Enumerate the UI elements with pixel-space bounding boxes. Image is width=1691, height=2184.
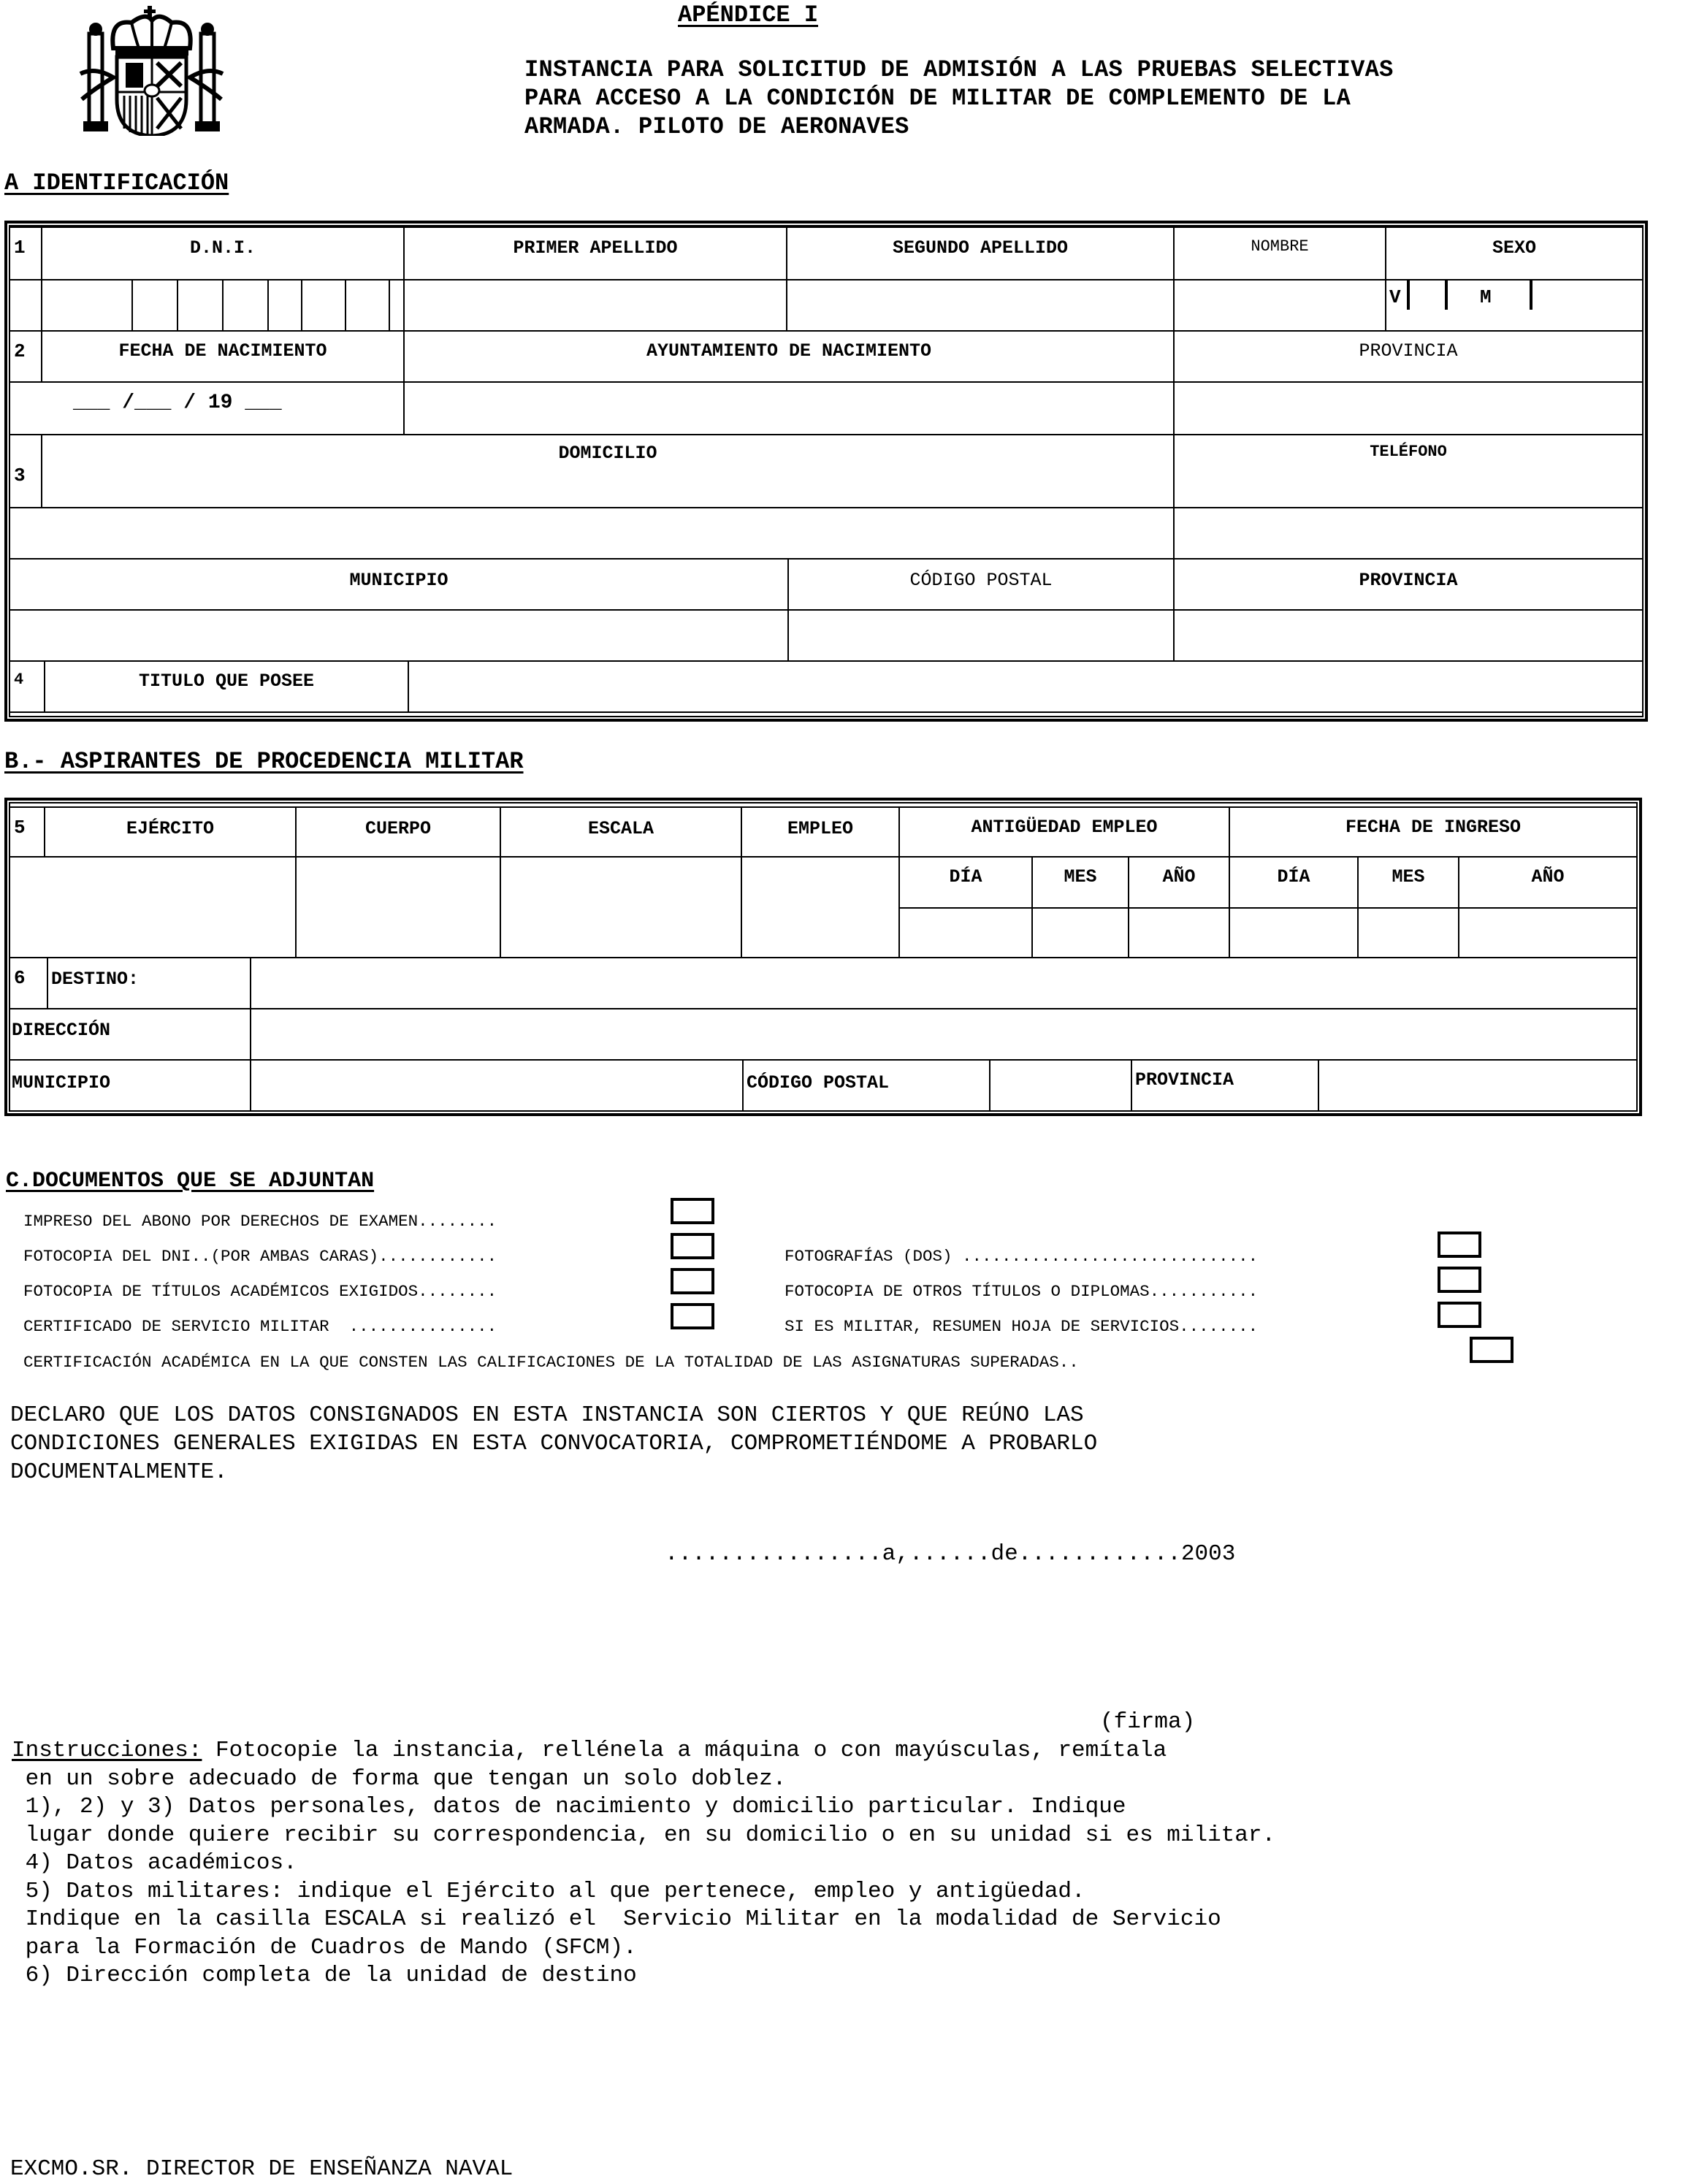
addressee: EXCMO.SR. DIRECTOR DE ENSEÑANZA NAVAL [10, 2156, 514, 2182]
provincia-nacimiento-field[interactable] [1173, 381, 1644, 435]
sexo-m-checkbox[interactable] [1496, 283, 1530, 310]
sexo-tick [1445, 280, 1448, 310]
ingreso-dia-field[interactable] [1229, 907, 1359, 958]
instruction-line: lugar donde quiere recibir su correspondencia, en su domicilio o en su unidad si es militar. [12, 1822, 1276, 1848]
direccion-label: DIRECCIÓN [12, 1020, 111, 1041]
provincia-domicilio-field[interactable] [1173, 609, 1644, 662]
sexo-label: SEXO [1492, 237, 1536, 259]
ingreso-dia-header [1229, 856, 1359, 909]
codigo-postal-label: CÓDIGO POSTAL [747, 1072, 890, 1093]
doc-item-fotografias: FOTOGRAFÍAS (DOS) .............................. [785, 1247, 1259, 1266]
codigo-postal-header [787, 558, 1175, 611]
row-number: 5 [14, 817, 26, 839]
instruction-line: 5) Datos militares: indique el Ejército al que pertenece, empleo y antigüedad. [12, 1878, 1085, 1904]
dia-label: DÍA [1277, 866, 1310, 887]
primer-apellido-field[interactable] [403, 279, 787, 332]
cuerpo-header [295, 806, 501, 858]
empleo-header [741, 806, 900, 858]
instructions-label: Instrucciones: [12, 1738, 202, 1763]
provincia-label: PROVINCIA [1359, 340, 1458, 362]
antiguedad-dia-field[interactable] [898, 907, 1033, 958]
section-c-title: C.DOCUMENTOS QUE SE ADJUNTAN [6, 1169, 375, 1194]
instruction-line: Indique en la casilla ESCALA si realizó el Servicio Militar en la modalidad de Servicio [12, 1906, 1221, 1932]
doc-item-otros-titulos: FOTOCOPIA DE OTROS TÍTULOS O DIPLOMAS........... [785, 1282, 1259, 1301]
checkbox-certificacion-academica[interactable] [1470, 1337, 1513, 1363]
provincia-domicilio-header [1173, 558, 1644, 611]
dia-label: DÍA [949, 866, 982, 887]
destino-label: DESTINO: [51, 969, 140, 990]
titulo-field[interactable] [408, 660, 1644, 713]
row-number-cell [9, 330, 42, 383]
escala-label: ESCALA [587, 818, 654, 839]
dni-header [41, 226, 405, 280]
doc-item-dni: FOTOCOPIA DEL DNI..(POR AMBAS CARAS)............ [23, 1247, 497, 1266]
fecha-ingreso-header [1229, 806, 1638, 858]
checkbox-otros-titulos[interactable] [1438, 1267, 1481, 1293]
title-line-1: INSTANCIA PARA SOLICITUD DE ADMISIÓN A LAS PRUEBAS SELECTIVAS [524, 56, 1394, 83]
provincia-nacimiento-header [1173, 330, 1644, 383]
domicilio-header [41, 434, 1175, 508]
ingreso-ano-header [1458, 856, 1638, 909]
municipio-field[interactable] [9, 609, 789, 662]
codigo-postal-field[interactable] [787, 609, 1175, 662]
row-number: 3 [14, 465, 26, 486]
fecha-template: ___ /___ / 19 ___ [73, 392, 282, 414]
destino-header [47, 957, 251, 1009]
provincia-label: PROVINCIA [1359, 570, 1458, 591]
declaration-text [10, 1401, 1097, 1486]
antiguedad-mes-field[interactable] [1031, 907, 1129, 958]
dni-digit-box[interactable] [177, 279, 224, 332]
codigo-postal-destino-header [742, 1059, 990, 1112]
nombre-field[interactable] [1173, 279, 1386, 332]
ano-label: AÑO [1162, 866, 1196, 887]
dni-box-letter[interactable] [41, 279, 133, 332]
municipio-label: MUNICIPIO [12, 1072, 111, 1093]
direccion-header [9, 1008, 251, 1061]
title-line-3: ARMADA. PILOTO DE AERONAVES [524, 113, 909, 140]
ayuntamiento-header [403, 330, 1175, 383]
provincia-destino-field[interactable] [1318, 1059, 1638, 1112]
segundo-apellido-field[interactable] [786, 279, 1175, 332]
nombre-header [1173, 226, 1386, 280]
dni-digit-box[interactable] [222, 279, 269, 332]
instruction-line: 6) Dirección completa de la unidad de destino [12, 1963, 637, 1988]
doc-item-servicio-militar: CERTIFICADO DE SERVICIO MILITAR ............... [23, 1317, 497, 1336]
telefono-label: TELÉFONO [1370, 443, 1447, 461]
cuerpo-field[interactable] [295, 856, 501, 958]
dni-label: D.N.I. [189, 237, 256, 259]
checkbox-titulos[interactable] [671, 1268, 714, 1294]
mes-label: MES [1064, 866, 1097, 887]
declaration-line: CONDICIONES GENERALES EXIGIDAS EN ESTA CONVOCATORIA, COMPROMETIÉNDOME A PROBARLO [10, 1431, 1098, 1456]
instructions-block [12, 1737, 1275, 1990]
fecha-nacimiento-field[interactable] [9, 381, 405, 435]
blank-number-cell [9, 279, 42, 332]
ano-label: AÑO [1531, 866, 1565, 887]
ejercito-field[interactable] [9, 856, 297, 958]
ingreso-ano-field[interactable] [1458, 907, 1638, 958]
segundo-apellido-label: SEGUNDO APELLIDO [892, 237, 1069, 259]
row-number: 1 [14, 237, 26, 259]
dni-digit-box[interactable] [131, 279, 178, 332]
coat-of-arms-icon [73, 4, 230, 136]
empleo-field[interactable] [741, 856, 900, 958]
sexo-v-checkbox[interactable] [1407, 283, 1445, 310]
fecha-nacimiento-label: FECHA DE NACIMIENTO [118, 340, 327, 362]
dni-digit-box[interactable] [345, 279, 390, 332]
domicilio-field[interactable] [9, 507, 1175, 560]
provincia-label: PROVINCIA [1135, 1069, 1234, 1091]
antiguedad-dia-header [898, 856, 1033, 909]
empleo-label: EMPLEO [787, 818, 853, 839]
fecha-nacimiento-header [41, 330, 405, 383]
ayuntamiento-label: AYUNTAMIENTO DE NACIMIENTO [646, 340, 932, 362]
sexo-header [1385, 226, 1644, 280]
instruction-line: para la Formación de Cuadros de Mando (SFCM). [12, 1934, 637, 1960]
row-number-cell [9, 660, 45, 713]
declaration-line: DOCUMENTALMENTE. [10, 1459, 228, 1485]
doc-item-abono: IMPRESO DEL ABONO POR DERECHOS DE EXAMEN........ [23, 1212, 497, 1231]
antiguedad-mes-header [1031, 856, 1129, 909]
dni-digit-box[interactable] [267, 279, 302, 332]
fecha-ingreso-label: FECHA DE INGRESO [1345, 817, 1522, 838]
checkbox-fotografias[interactable] [1438, 1232, 1481, 1258]
doc-item-certificacion-academica: CERTIFICACIÓN ACADÉMICA EN LA QUE CONSTEN LAS CALIFICACIONES DE LA TOTALIDAD DE LAS ASIGNATURAS SUPERADAS.. [23, 1353, 1079, 1372]
row-number-cell [9, 957, 48, 1009]
nombre-label: NOMBRE [1251, 237, 1309, 256]
direccion-field[interactable] [250, 1008, 1638, 1061]
titulo-label: TITULO QUE POSEE [138, 671, 315, 692]
row-number: 6 [14, 967, 26, 989]
dni-digit-box[interactable] [301, 279, 346, 332]
antiguedad-ano-field[interactable] [1128, 907, 1230, 958]
instruction-line: Fotocopie la instancia, rellénela a máquina o con mayúsculas, remítala [202, 1738, 1167, 1763]
codigo-postal-label: CÓDIGO POSTAL [909, 570, 1053, 591]
instruction-line: en un sobre adecuado de forma que tengan un solo doblez. [12, 1765, 787, 1792]
instruction-line: 1), 2) y 3) Datos personales, datos de nacimiento y domicilio particular. Indique [12, 1794, 1126, 1820]
antiguedad-header [898, 806, 1230, 858]
form-title [524, 56, 1394, 141]
declaration-line: DECLARO QUE LOS DATOS CONSIGNADOS EN ESTA INSTANCIA SON CIERTOS Y QUE REÚNO LAS [10, 1402, 1084, 1428]
ingreso-mes-field[interactable] [1357, 907, 1459, 958]
telefono-field[interactable] [1173, 507, 1644, 560]
signature-label: (firma) [1100, 1709, 1196, 1735]
row-number: 4 [14, 671, 24, 689]
checkbox-abono[interactable] [671, 1198, 714, 1224]
row-number: 2 [14, 340, 26, 362]
segundo-apellido-header [786, 226, 1175, 280]
sexo-tick [1530, 280, 1532, 310]
place-date-line[interactable]: ................a,......de............2003 [665, 1541, 1236, 1567]
section-b-title: B.- ASPIRANTES DE PROCEDENCIA MILITAR [4, 748, 524, 775]
row-number-cell [9, 226, 42, 280]
row-number-cell [9, 806, 45, 858]
municipio-destino-field[interactable] [250, 1059, 744, 1112]
sexo-option-m: M [1480, 286, 1492, 308]
antiguedad-ano-header [1128, 856, 1230, 909]
telefono-header [1173, 434, 1644, 508]
escala-header [500, 806, 742, 858]
sexo-option-v: V [1389, 286, 1401, 308]
primer-apellido-header [403, 226, 787, 280]
title-line-2: PARA ACCESO A LA CONDICIÓN DE MILITAR DE COMPLEMENTO DE LA [524, 85, 1351, 112]
primer-apellido-label: PRIMER APELLIDO [513, 237, 678, 259]
cuerpo-label: CUERPO [364, 818, 431, 839]
ejercito-header [44, 806, 297, 858]
checkbox-servicio-militar[interactable] [671, 1303, 714, 1329]
dni-digit-box[interactable] [389, 279, 405, 332]
antiguedad-label: ANTIGÜEDAD EMPLEO [971, 817, 1158, 838]
domicilio-label: DOMICILIO [558, 443, 657, 464]
appendix-label: APÉNDICE I [678, 1, 819, 28]
destino-field[interactable] [250, 957, 1638, 1009]
municipio-destino-header [9, 1059, 251, 1112]
escala-field[interactable] [500, 856, 742, 958]
checkbox-hoja-servicios[interactable] [1438, 1302, 1481, 1328]
mes-label: MES [1392, 866, 1425, 887]
provincia-destino-header [1131, 1059, 1319, 1112]
municipio-label: MUNICIPIO [349, 570, 448, 591]
sexo-field [1385, 279, 1644, 332]
titulo-header [44, 660, 409, 713]
checkbox-dni[interactable] [671, 1233, 714, 1259]
codigo-postal-destino-field[interactable] [989, 1059, 1132, 1112]
section-a-title: A IDENTIFICACIÓN [4, 169, 229, 196]
row-number-cell [9, 434, 42, 508]
ejercito-label: EJÉRCITO [126, 818, 215, 839]
doc-item-hoja-servicios: SI ES MILITAR, RESUMEN HOJA DE SERVICIOS........ [785, 1317, 1259, 1336]
doc-item-titulos: FOTOCOPIA DE TÍTULOS ACADÉMICOS EXIGIDOS........ [23, 1282, 497, 1301]
ingreso-mes-header [1357, 856, 1459, 909]
ayuntamiento-field[interactable] [403, 381, 1175, 435]
instruction-line: 4) Datos académicos. [12, 1850, 297, 1876]
municipio-header [9, 558, 789, 611]
